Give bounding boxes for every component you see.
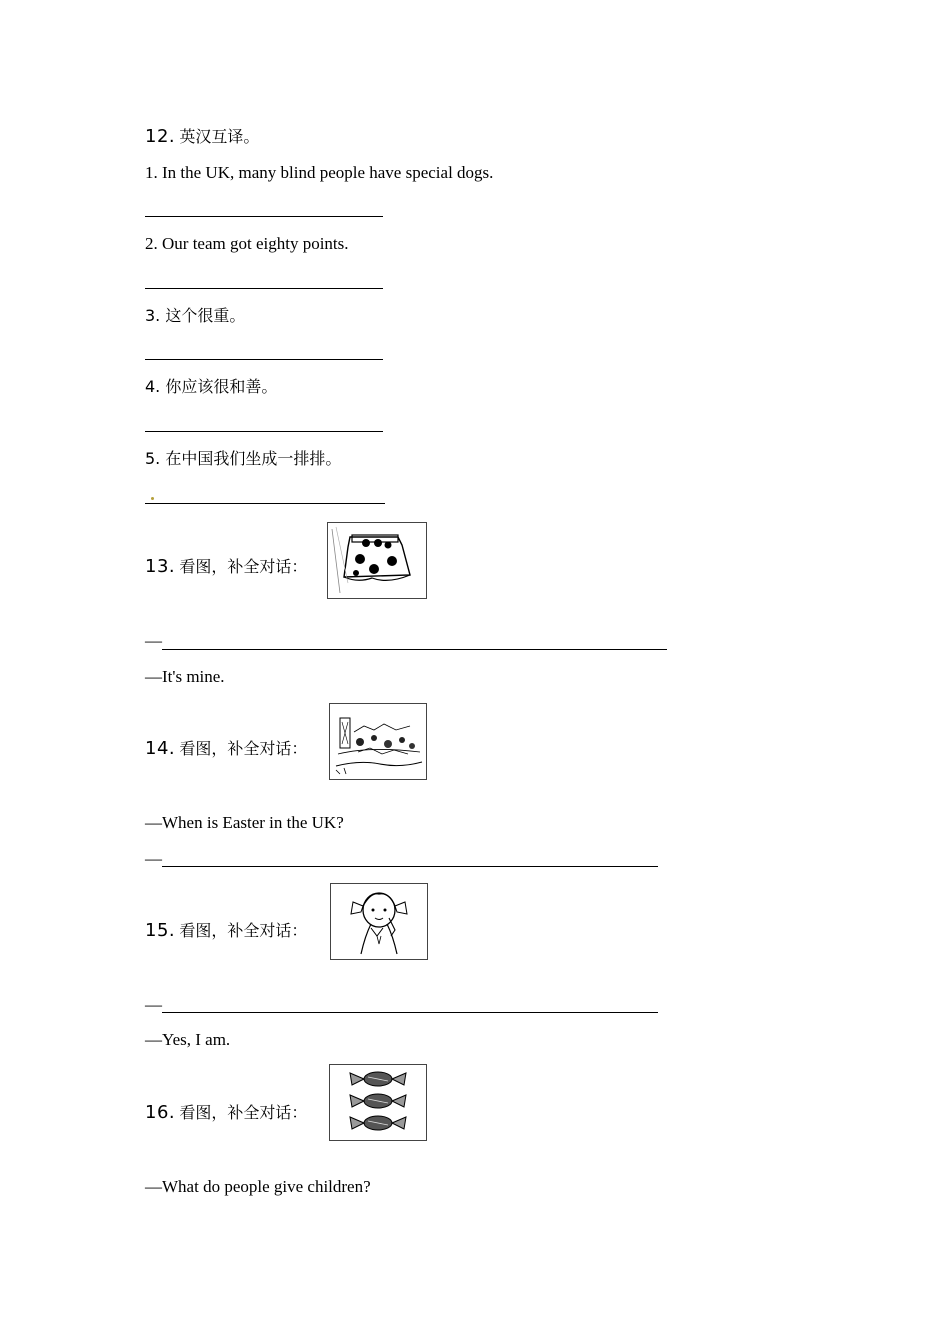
q15-heading bbox=[145, 920, 307, 942]
q13-number: 13. bbox=[145, 556, 176, 577]
q12-answer-blank-2[interactable] bbox=[145, 288, 383, 289]
q13-instruction: 看图，补全对话： bbox=[179, 557, 308, 576]
q14-number: 14. bbox=[145, 738, 176, 759]
q15-reply: —Yes, I am. bbox=[145, 1030, 231, 1049]
q12-item-2: 2. Our team got eighty points. bbox=[145, 234, 349, 253]
q12-item-4: 4. 你应该很和善。 bbox=[145, 377, 278, 396]
q13-answer-blank[interactable] bbox=[162, 649, 667, 650]
skirt-picture-icon bbox=[327, 522, 427, 599]
q12-answer-blank-5[interactable] bbox=[145, 503, 385, 504]
q12-heading bbox=[145, 126, 259, 148]
q14-question: —When is Easter in the UK? bbox=[145, 813, 344, 832]
q13-dash: — bbox=[145, 631, 162, 650]
q16-question: —What do people give children? bbox=[145, 1177, 371, 1196]
q12-answer-blank-1[interactable] bbox=[145, 216, 383, 217]
q12-item-3: 3. 这个很重。 bbox=[145, 306, 246, 325]
q16-number: 16. bbox=[145, 1102, 176, 1123]
girl-picture-icon bbox=[330, 883, 428, 960]
q12-number: 12. bbox=[145, 126, 176, 147]
q16-instruction: 看图，补全对话： bbox=[179, 1103, 308, 1122]
easter-scene-picture-icon bbox=[329, 703, 427, 780]
q12-instruction: 英汉互译。 bbox=[179, 127, 260, 146]
q14-answer-blank[interactable] bbox=[162, 866, 658, 867]
q14-instruction: 看图，补全对话： bbox=[179, 739, 308, 758]
q15-answer-blank[interactable] bbox=[162, 1012, 658, 1013]
q12-item-1: 1. In the UK, many blind people have special dogs. bbox=[145, 163, 494, 182]
q15-number: 15. bbox=[145, 920, 176, 941]
q16-heading bbox=[145, 1102, 307, 1124]
q12-answer-blank-3[interactable] bbox=[145, 359, 383, 360]
q12-item-5: 5. 在中国我们坐成一排排。 bbox=[145, 449, 342, 468]
q12-answer-blank-4[interactable] bbox=[145, 431, 383, 432]
q13-heading bbox=[145, 556, 307, 578]
q13-reply: —It's mine. bbox=[145, 667, 225, 686]
q14-dash: — bbox=[145, 849, 162, 868]
q15-instruction: 看图，补全对话： bbox=[179, 921, 308, 940]
q15-dash: — bbox=[145, 995, 162, 1014]
q14-heading bbox=[145, 738, 307, 760]
stray-mark bbox=[151, 497, 154, 500]
sweets-picture-icon bbox=[329, 1064, 427, 1141]
